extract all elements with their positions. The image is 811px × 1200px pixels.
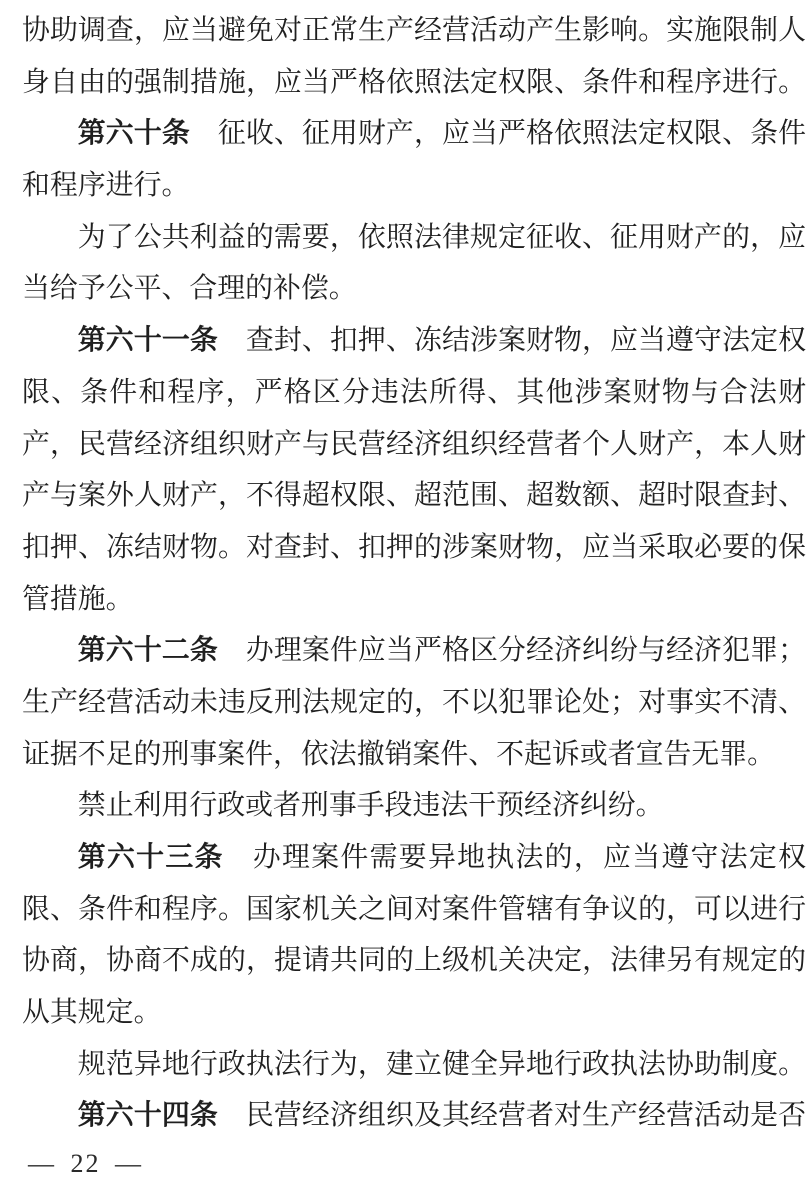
line-text: 管措施。 [22, 583, 134, 615]
text-line-9 [22, 418, 806, 470]
text-line-16 [22, 779, 806, 831]
text-line-12 [22, 573, 806, 625]
text-line-18 [22, 883, 806, 935]
line-text: 生产经营活动未违反刑法规定的，不以犯罪论处；对事实不清、 [22, 686, 806, 718]
body-text-block [22, 4, 806, 1141]
article-number-63: 第六十三条 [77, 841, 253, 872]
text-line-4 [22, 159, 806, 211]
line-text: 当给予公平、合理的补偿。 [22, 273, 357, 305]
text-line-20 [22, 986, 806, 1038]
page-footer [28, 1146, 143, 1182]
line-text: 办理案件需要异地执法的，应当遵守法定权 [252, 842, 806, 873]
text-line-10 [22, 469, 806, 521]
line-text: 产，民营经济组织财产与民营经济组织经营者个人财产，本人财 [22, 428, 806, 460]
line-text: 禁止利用行政或者刑事手段违法干预经济纠纷。 [77, 790, 664, 822]
article-number-64: 第六十四条 [77, 1099, 246, 1131]
article-number-61: 第六十一条 [77, 324, 246, 356]
text-line-14 [22, 676, 806, 728]
text-line-17 [22, 831, 806, 883]
text-line-1 [22, 4, 806, 56]
line-text: 限、条件和程序。国家机关之间对案件管辖有争议的，可以进行 [22, 893, 806, 925]
line-text: 从其规定。 [22, 997, 162, 1029]
line-text: 为了公共利益的需要，依照法律规定征收、征用财产的，应 [77, 221, 806, 253]
text-line-22 [22, 1089, 806, 1141]
text-line-6 [22, 262, 806, 314]
line-text: 产与案外人财产，不得超权限、超范围、超数额、超时限查封、 [22, 480, 806, 512]
line-text: 身自由的强制措施，应当严格依照法定权限、条件和程序进行。 [22, 66, 806, 98]
line-text: 协助调查，应当避免对正常生产经营活动产生影响。实施限制人 [22, 15, 806, 46]
line-text: 征收、征用财产，应当严格依照法定权限、条件 [217, 118, 806, 150]
line-text: 协商，协商不成的，提请共同的上级机关决定，法律另有规定的 [22, 945, 806, 977]
line-text: 民营经济组织及其经营者对生产经营活动是否 [245, 1100, 806, 1132]
text-line-15 [22, 728, 806, 780]
line-text: 限、条件和程序，严格区分违法所得、其他涉案财物与合法财 [22, 376, 806, 408]
line-text: 查封、扣押、冻结涉案财物，应当遵守法定权 [245, 325, 806, 357]
line-text: 扣押、冻结财物。对查封、扣押的涉案财物，应当采取必要的保 [22, 531, 806, 563]
text-line-11 [22, 521, 806, 573]
line-text: 和程序进行。 [22, 170, 190, 202]
page-number-display: — 22 — [28, 1149, 143, 1178]
line-text: 规范异地行政执法行为，建立健全异地行政执法协助制度。 [77, 1048, 806, 1080]
text-line-13 [22, 624, 806, 676]
text-line-7 [22, 314, 806, 366]
line-text: 办理案件应当严格区分经济纠纷与经济犯罪； [245, 635, 806, 667]
text-line-2 [22, 56, 806, 108]
text-line-19 [22, 934, 806, 986]
text-line-8 [22, 366, 806, 418]
line-text: 证据不足的刑事案件，依法撤销案件、不起诉或者宣告无罪。 [22, 738, 776, 770]
text-line-21 [22, 1038, 806, 1090]
text-line-5 [22, 211, 806, 263]
article-number-60: 第六十条 [77, 117, 218, 149]
text-line-3 [22, 107, 806, 159]
article-number-62: 第六十二条 [77, 634, 246, 666]
